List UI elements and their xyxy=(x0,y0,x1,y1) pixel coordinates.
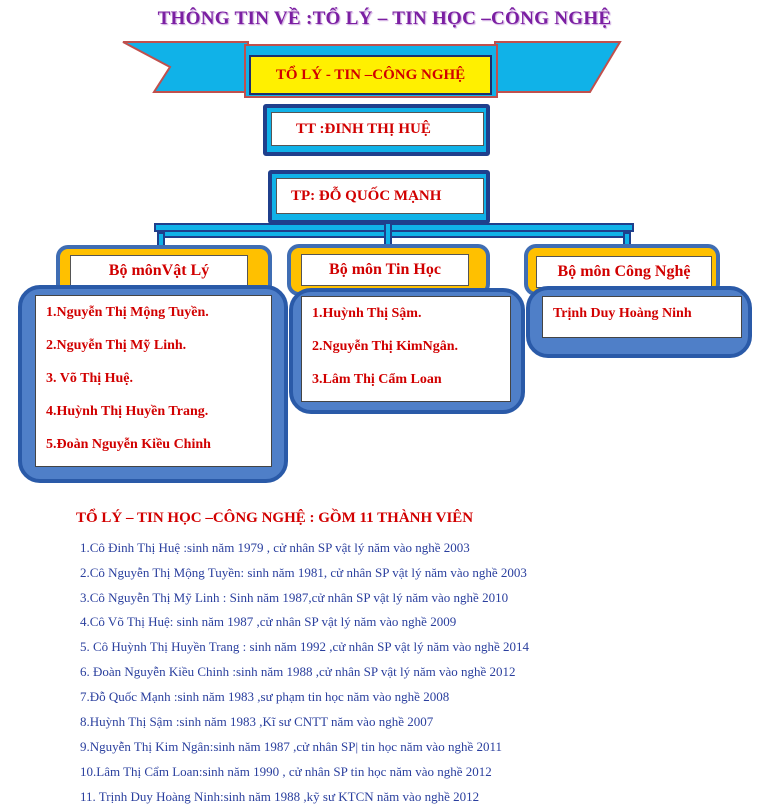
list-item: 2.Nguyễn Thị KimNgân. xyxy=(312,339,458,354)
dept-physics-members xyxy=(35,295,272,467)
dept-informatics-members xyxy=(301,296,511,402)
dept-physics-label: Bộ mônVật Lý xyxy=(70,255,248,287)
detail-line: 4.Cô Võ Thị Huệ: sinh năm 1987 ,cử nhân SP vật lý năm vào nghề 2009 xyxy=(80,614,457,629)
detail-line: 8.Huỳnh Thị Sậm :sinh năm 1983 ,Kĩ sư CNTT năm vào nghề 2007 xyxy=(80,714,434,729)
dept-informatics-label: Bộ môn Tin Học xyxy=(301,254,469,286)
connector-bar xyxy=(155,224,633,231)
list-item: 1.Huỳnh Thị Sậm. xyxy=(312,306,422,321)
ribbon-right-tail xyxy=(495,42,620,92)
leader-box xyxy=(263,104,490,156)
detail-line: 6. Đoàn Nguyễn Kiều Chinh :sinh năm 1988 ,cử nhân SP vật lý năm vào nghề 2012 xyxy=(80,664,516,679)
list-item: 5.Đoàn Nguyễn Kiều Chinh xyxy=(46,437,211,452)
ribbon-left-tail xyxy=(123,42,248,92)
detail-line: 5. Cô Huỳnh Thị Huyền Trang : sinh năm 1992 ,cử nhân SP vật lý năm vào nghề 2014 xyxy=(80,639,530,654)
leader-name: TT :ĐINH THỊ HUỆ xyxy=(271,112,484,146)
dept-technology-body xyxy=(526,286,752,358)
detail-line: 11. Trịnh Duy Hoàng Ninh:sinh năm 1988 ,kỹ sư KTCN năm vào nghề 2012 xyxy=(80,789,480,804)
detail-line: 10.Lâm Thị Cẩm Loan:sinh năm 1990 , cử nhân SP tin học năm vào nghề 2012 xyxy=(80,764,492,779)
dept-technology-members xyxy=(542,296,742,338)
dept-physics-body xyxy=(18,285,288,483)
dept-technology-label: Bộ môn Công Nghệ xyxy=(536,256,712,288)
detail-line: 9.Nguyễn Thị Kim Ngân:sinh năm 1987 ,cử nhân SP| tin học năm vào nghề 2011 xyxy=(80,739,502,754)
list-item: 4.Huỳnh Thị Huyền Trang. xyxy=(46,404,209,419)
connector-bar-lower xyxy=(159,231,629,237)
dept-informatics-body xyxy=(289,288,525,414)
detail-line: 1.Cô Đinh Thị Huệ :sinh năm 1979 , cử nhân SP vật lý năm vào nghề 2003 xyxy=(80,540,470,555)
list-item: 3.Lâm Thị Cẩm Loan xyxy=(312,372,442,387)
deputy-box xyxy=(268,170,490,224)
page-title: THÔNG TIN VỀ :TỔ LÝ – TIN HỌC –CÔNG NGHỆ xyxy=(157,8,612,29)
list-item: 1.Nguyễn Thị Mộng Tuyền. xyxy=(46,305,209,320)
list-item: 3. Võ Thị Huệ. xyxy=(46,371,134,386)
list-item: 2.Nguyễn Thị Mỹ Linh. xyxy=(46,338,187,353)
ribbon-label: TỔ LÝ - TIN –CÔNG NGHỆ xyxy=(249,55,492,95)
detail-line: 3.Cô Nguyễn Thị Mỹ Linh : Sinh năm 1987,cử nhân SP vật lý năm vào nghề 2010 xyxy=(80,590,509,605)
detail-line: 7.Đỗ Quốc Mạnh :sinh năm 1983 ,sư phạm tin học năm vào nghề 2008 xyxy=(80,689,450,704)
detail-line: 2.Cô Nguyễn Thị Mộng Tuyền: sinh năm 1981, cử nhân SP vật lý năm vào nghề 2003 xyxy=(80,565,527,580)
deputy-name: TP: ĐỖ QUỐC MẠNH xyxy=(276,178,484,214)
summary-heading: TỔ LÝ – TIN HỌC –CÔNG NGHỆ : GỒM 11 THÀNH VIÊN xyxy=(76,510,474,526)
list-item: Trịnh Duy Hoàng Ninh xyxy=(553,306,692,321)
